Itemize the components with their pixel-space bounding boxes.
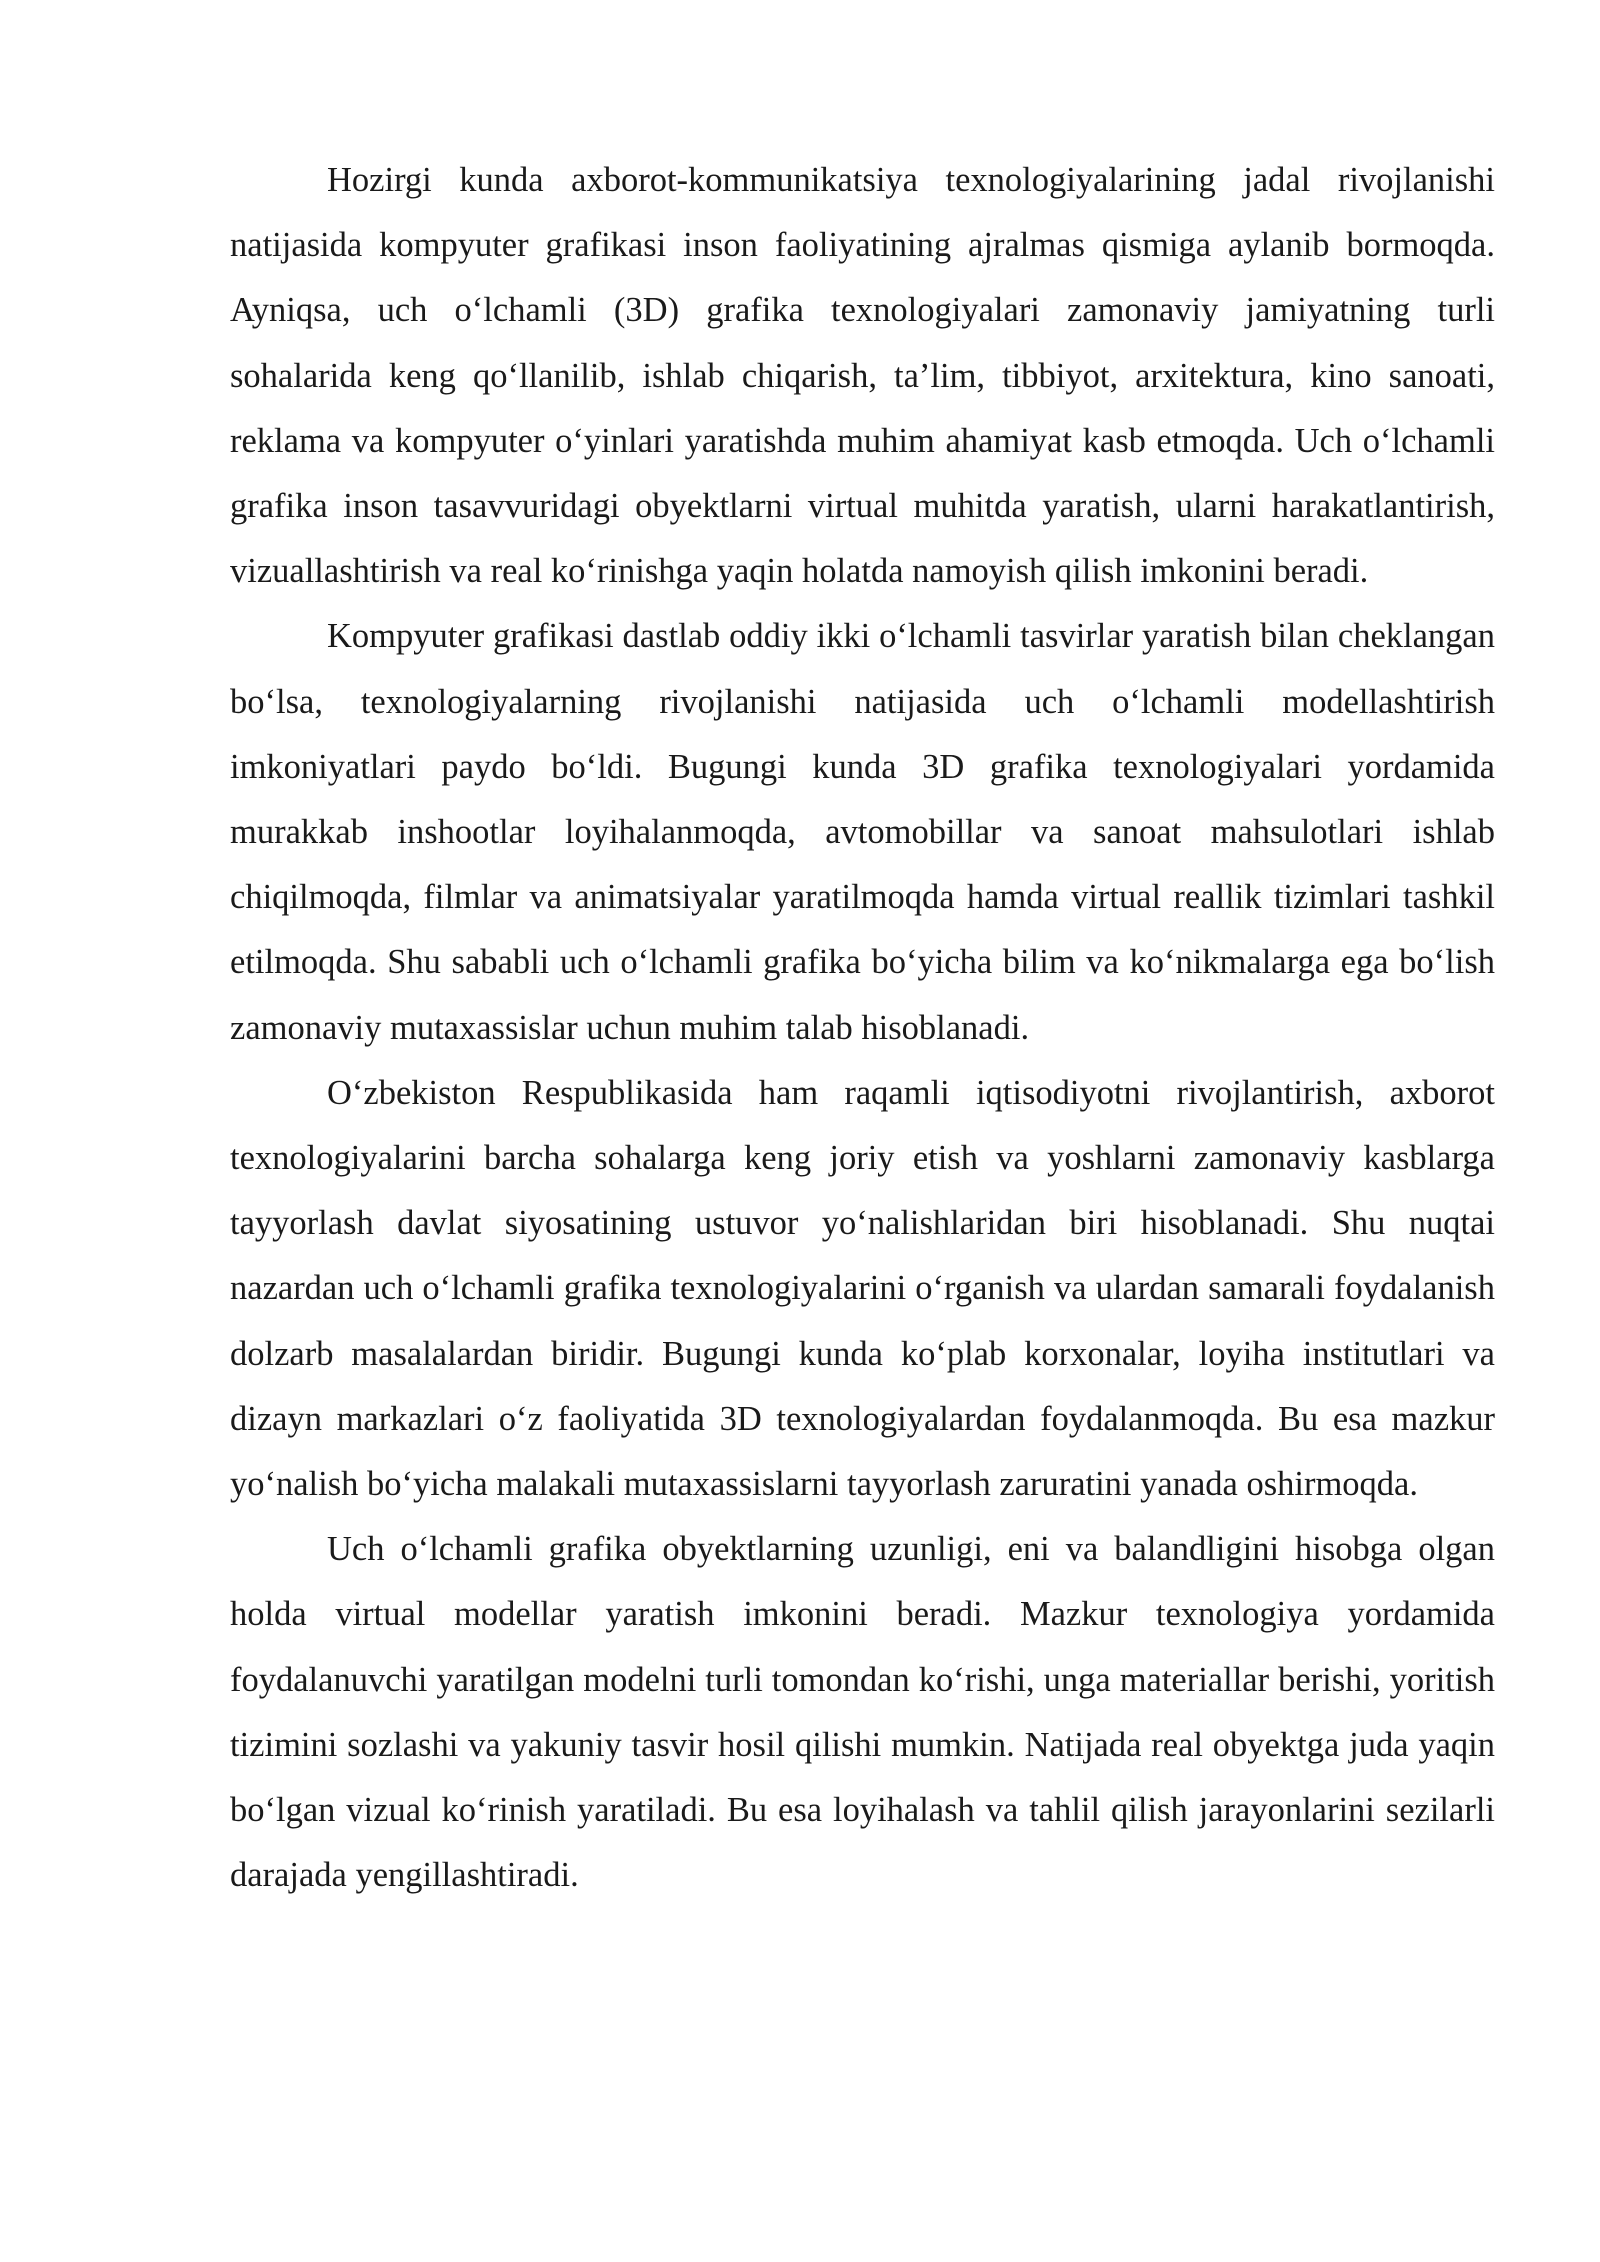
document-body [230, 148, 1495, 1908]
paragraph-4: Uch o‘lchamli grafika obyektlarning uzunligi, eni va balandligini hisobga olgan holda virtual modellar yaratish imkonini beradi. Mazkur texnologiya yordamida foydalanuvchi yaratilgan modelni turli tomondan ko‘rishi, unga materiallar berishi, yoritish tizimini sozlashi va yakuniy tasvir hosil qilishi mumkin. Natijada real obyektga juda yaqin bo‘lgan vizual ko‘rinish yaratiladi. Bu esa loyihalash va tahlil qilish jarayonlarini sezilarli darajada yengillashtiradi. [230, 1530, 1495, 1895]
paragraph-3: O‘zbekiston Respublikasida ham raqamli iqtisodiyotni rivojlantirish, axborot texnologiyalarini barcha sohalarga keng joriy etish va yoshlarni zamonaviy kasblarga tayyorlash davlat siyosatining ustuvor yo‘nalishlaridan biri hisoblanadi. Shu nuqtai nazardan uch o‘lchamli grafika texnologiyalarini o‘rganish va ulardan samarali foydalanish dolzarb masalalardan biridir. Bugungi kunda ko‘plab korxonalar, loyiha institutlari va dizayn markazlari o‘z faoliyatida 3D texnologiyalardan foydalanmoqda. Bu esa mazkur yo‘nalish bo‘yicha malakali mutaxassislarni tayyorlash zaruratini yanada oshirmoqda. [230, 1073, 1495, 1504]
paragraph-2: Kompyuter grafikasi dastlab oddiy ikki o‘lchamli tasvirlar yaratish bilan cheklangan bo‘lsa, texnologiyalarning rivojlanishi natijasida uch o‘lchamli modellashtirish imkoniyatlari paydo bo‘ldi. Bugungi kunda 3D grafika texnologiyalari yordamida murakkab inshootlar loyihalanmoqda, avtomobillar va sanoat mahsulotlari ishlab chiqilmoqda, filmlar va animatsiyalar yaratilmoqda hamda virtual reallik tizimlari tashkil etilmoqda. Shu sababli uch o‘lchamli grafika bo‘yicha bilim va ko‘nikmalarga ega bo‘lish zamonaviy mutaxassislar uchun muhim talab hisoblanadi. [230, 617, 1495, 1047]
paragraph-1: Hozirgi kunda axborot-kommunikatsiya texnologiyalarining jadal rivojlanishi natijasida kompyuter grafikasi inson faoliyatining ajralmas qismiga aylanib bormoqda. Ayniqsa, uch o‘lchamli (3D) grafika texnologiyalari zamonaviy jamiyatning turli sohalarida keng qo‘llanilib, ishlab chiqarish, ta’lim, tibbiyot, arxitektura, kino sanoati, reklama va kompyuter o‘yinlari yaratishda muhim ahamiyat kasb etmoqda. Uch o‘lchamli grafika inson tasavvuridagi obyektlarni virtual muhitda yaratish, ularni harakatlantirish, vizuallashtirish va real ko‘rinishga yaqin holatda namoyish qilish imkonini beradi. [230, 161, 1495, 591]
